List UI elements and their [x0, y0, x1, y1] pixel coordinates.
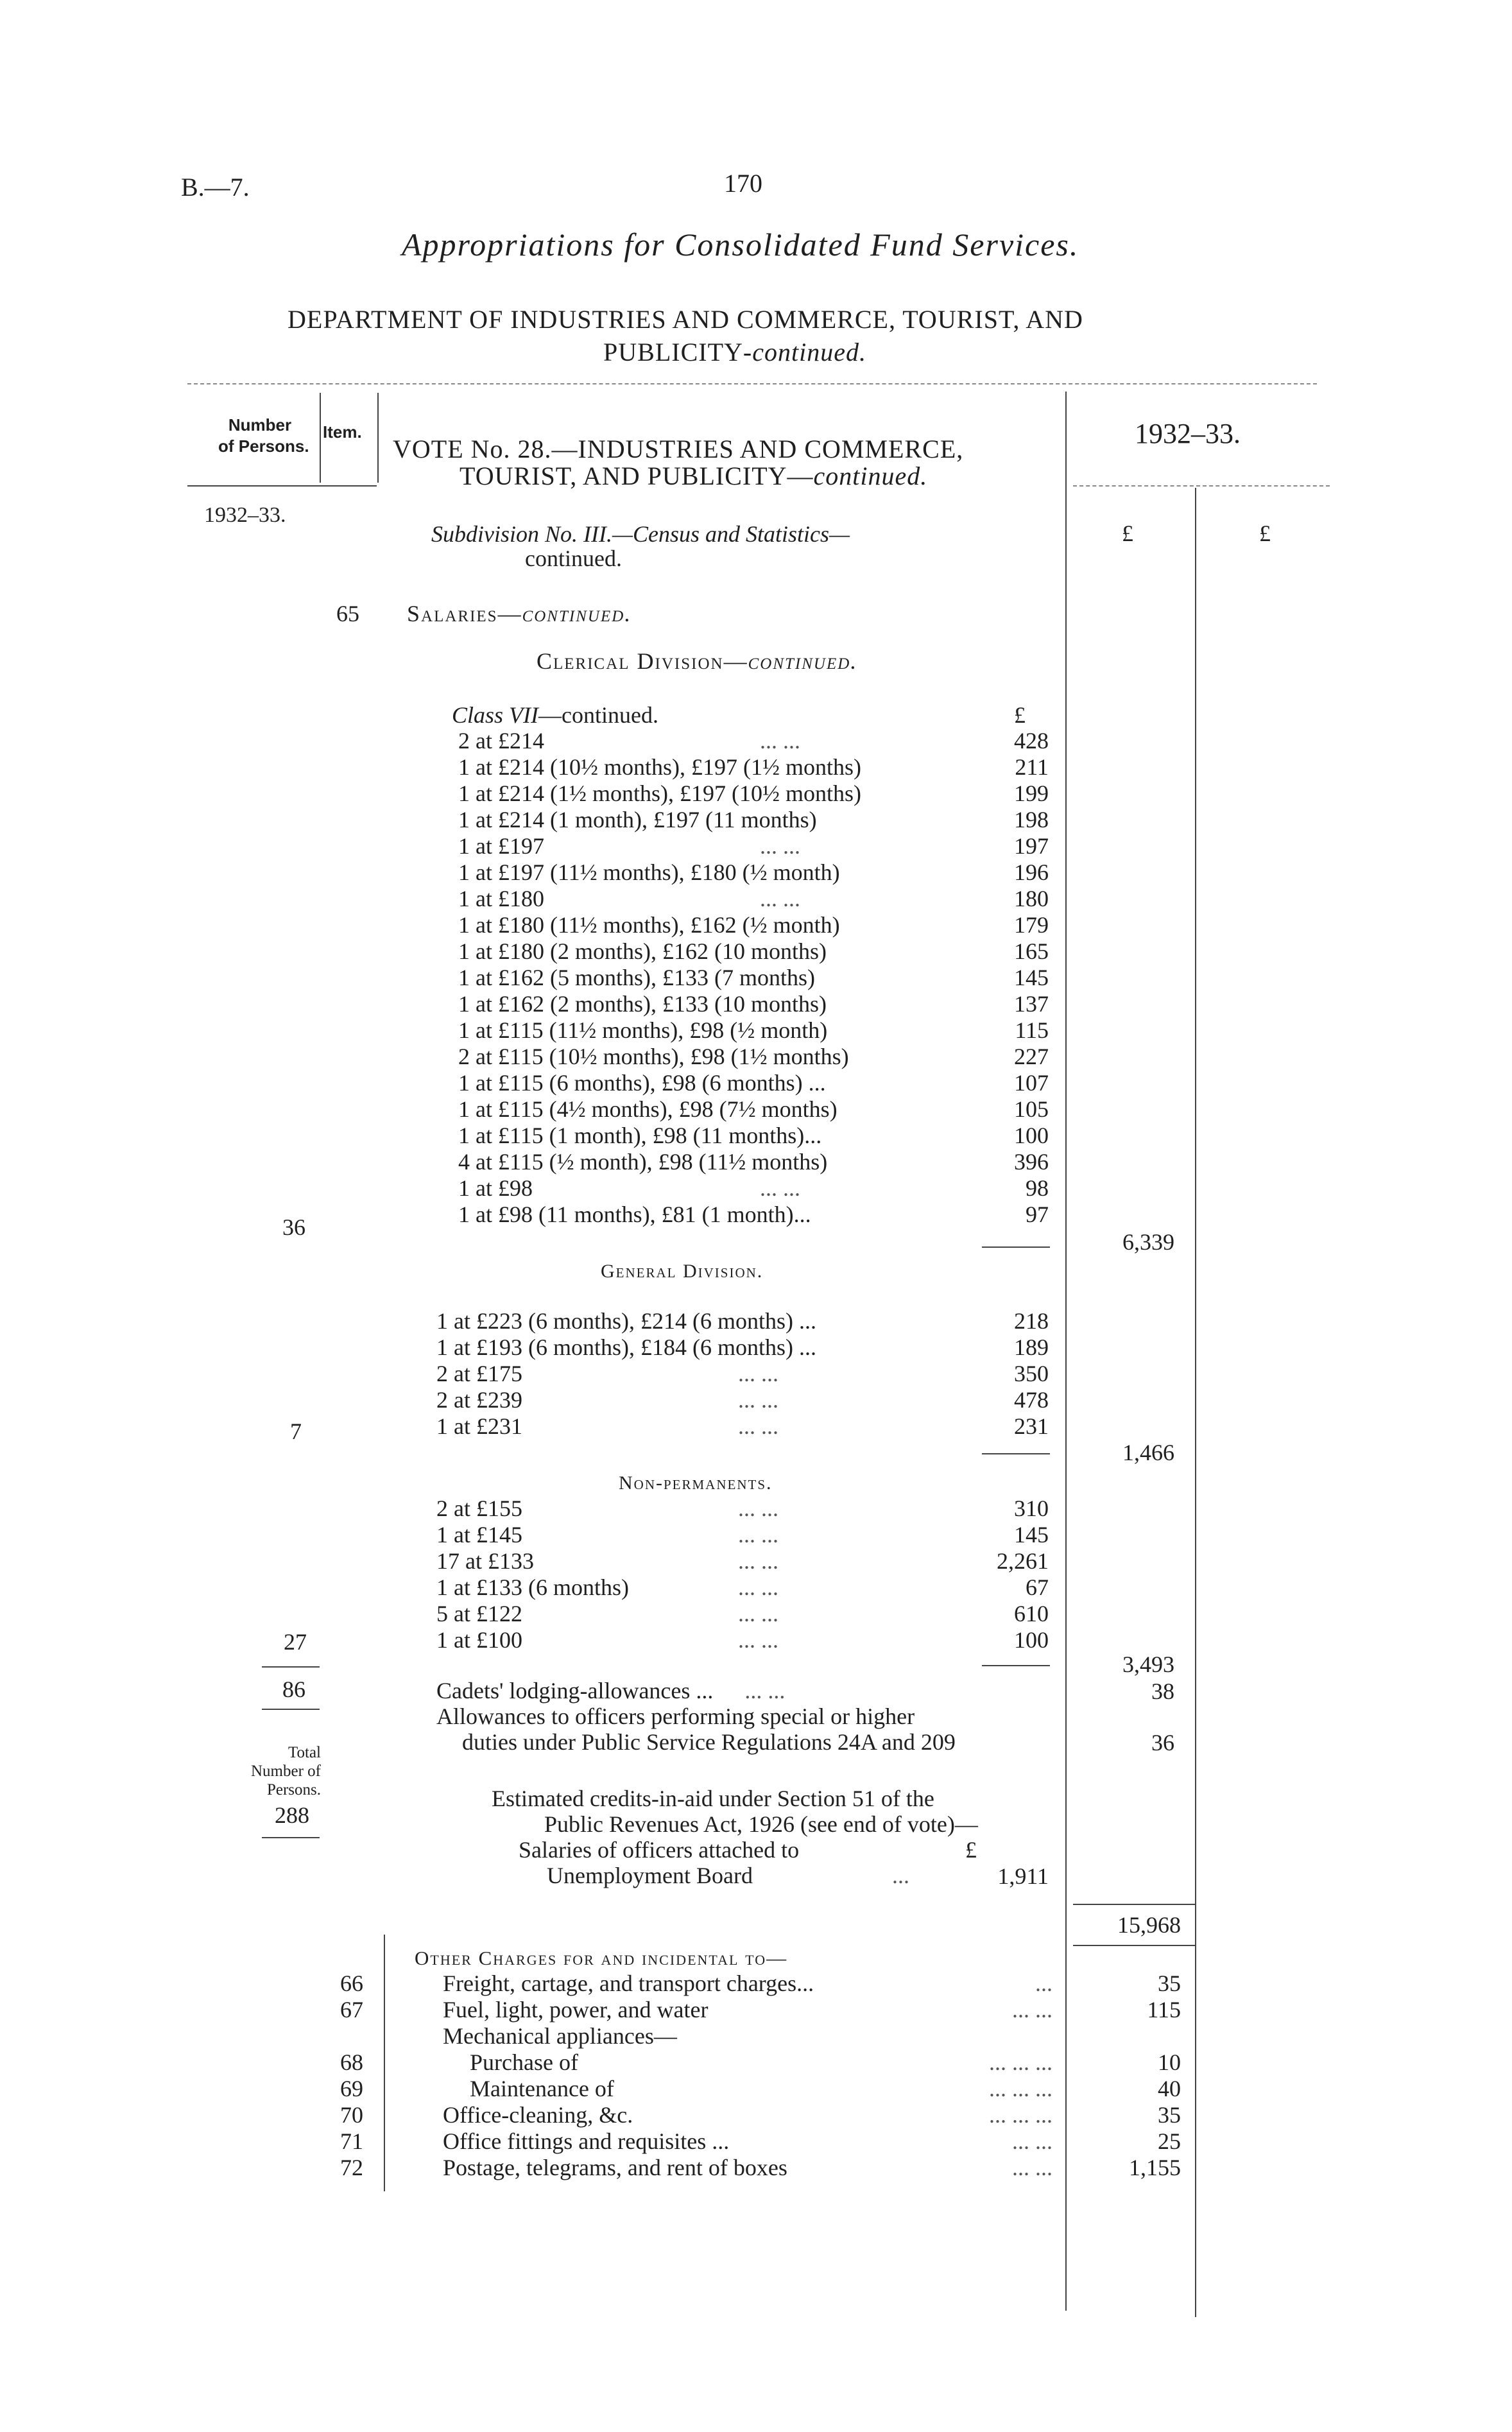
- clerical-row-text: 1 at £180 (11½ months), £162 (½ month): [458, 912, 840, 938]
- general-row: [436, 1387, 1049, 1413]
- salaries-total: 15,968: [1117, 1912, 1181, 1938]
- general-row-amount: 350: [1014, 1361, 1049, 1386]
- clerical-row-text: 4 at £115 (½ month), £98 (11½ months): [458, 1149, 828, 1175]
- item-header: Item.: [323, 422, 362, 442]
- credits-pound: £: [965, 1837, 977, 1863]
- clerical-row: [458, 965, 1049, 991]
- other-charges-heading: Other Charges for and incidental to—: [415, 1947, 788, 1969]
- clerical-row-text: 1 at £180: [458, 886, 544, 911]
- general-total: 1,466: [1122, 1440, 1174, 1465]
- other-charge-dots: ... ...: [1012, 2155, 1052, 2180]
- clerical-row: [458, 991, 1049, 1017]
- allowances-line1: Allowances to officers performing special or higher: [436, 1703, 915, 1729]
- persons-header-rule: [187, 485, 377, 487]
- nonperm-sum-rule: [982, 1665, 1050, 1666]
- clerical-row-amount: 197: [1014, 833, 1049, 859]
- general-row-amount: 189: [1014, 1334, 1049, 1360]
- nonperm-row-amount: 100: [1014, 1627, 1049, 1653]
- year-header-rule: [1073, 485, 1330, 487]
- other-charge-row: [321, 1971, 1181, 1997]
- clerical-sum-rule: [982, 1246, 1050, 1248]
- nonperm-row-dots: ... ...: [738, 1574, 778, 1600]
- general-persons: 7: [290, 1419, 302, 1444]
- clerical-row-amount: 180: [1014, 886, 1049, 911]
- nonperm-row-text: 1 at £133 (6 months): [436, 1574, 629, 1600]
- other-charge-text: Office fittings and requisites ...: [443, 2128, 730, 2154]
- total-persons-label: [225, 1743, 321, 1799]
- other-charge-dots: ... ... ...: [989, 2102, 1052, 2128]
- clerical-row-text: 1 at £115 (4½ months), £98 (7½ months): [458, 1096, 838, 1122]
- nonperm-row: [436, 1548, 1049, 1574]
- department-name: PUBLICITY: [603, 338, 743, 367]
- clerical-row-text: 2 at £115 (10½ months), £98 (1½ months): [458, 1044, 849, 1069]
- vote-heading-continued: continued.: [813, 461, 928, 490]
- salaries-total-rule-bottom: [1073, 1945, 1195, 1946]
- credits-amount: 1,911: [997, 1863, 1049, 1889]
- clerical-continued: continued.: [748, 648, 858, 674]
- vote-heading-line1: VOTE No. 28.—INDUSTRIES AND COMMERCE,: [393, 435, 964, 463]
- persons-sum-rule: [262, 1666, 320, 1668]
- persons-header: [218, 415, 309, 457]
- clerical-row-amount: 428: [1014, 728, 1049, 754]
- general-row-dots: ... ...: [738, 1387, 778, 1413]
- other-charge-item: 68: [340, 2049, 363, 2075]
- clerical-row-dots: ... ...: [760, 1175, 800, 1201]
- total-persons-label-1: Total: [288, 1744, 321, 1761]
- class-vii-continued: —continued.: [538, 702, 658, 728]
- other-charge-row: [321, 2155, 1181, 2181]
- other-charge-dots: ... ...: [1012, 2128, 1052, 2154]
- general-row-text: 2 at £175: [436, 1361, 522, 1386]
- nonperm-rows: [436, 1496, 1049, 1653]
- subdivision-heading: [431, 521, 850, 548]
- other-charge-item: 67: [340, 1997, 363, 2022]
- clerical-row-amount: 179: [1014, 912, 1049, 938]
- clerical-row-text: 1 at £214 (1 month), £197 (11 months): [458, 807, 817, 832]
- nonperm-row-text: 1 at £100: [436, 1627, 522, 1653]
- clerical-row-text: 1 at £115 (6 months), £98 (6 months) ...: [458, 1070, 826, 1096]
- other-charge-item: 69: [340, 2076, 363, 2101]
- clerical-row-amount: 105: [1014, 1096, 1049, 1122]
- clerical-row-amount: 196: [1014, 859, 1049, 885]
- cadets-amount: 38: [1151, 1678, 1174, 1704]
- other-charge-item: 66: [340, 1971, 363, 1996]
- credits-line3: Salaries of officers attached to: [519, 1837, 800, 1863]
- pound-sign-col1: £: [1122, 521, 1133, 546]
- clerical-rows: [458, 728, 1049, 1228]
- other-charge-text: Freight, cartage, and transport charges...: [443, 1971, 814, 1996]
- nonperm-row-dots: ... ...: [738, 1548, 778, 1574]
- clerical-row-dots: ... ...: [760, 833, 800, 859]
- clerical-row-amount: 98: [1026, 1175, 1049, 1201]
- nonperm-row-amount: 145: [1014, 1522, 1049, 1548]
- other-charge-amount: 1,155: [1129, 2155, 1181, 2180]
- other-charge-text: Mechanical appliances—: [443, 2023, 677, 2049]
- clerical-row: [458, 1149, 1049, 1175]
- persons-header-line1: Number: [228, 415, 292, 435]
- clerical-label: Clerical Division—: [537, 648, 748, 674]
- clerical-row: [458, 912, 1049, 938]
- clerical-row: [458, 1123, 1049, 1149]
- general-row-text: 1 at £223 (6 months), £214 (6 months) ...: [436, 1308, 816, 1334]
- nonperm-row: [436, 1627, 1049, 1653]
- persons-year: 1932–33.: [204, 503, 286, 527]
- other-charge-text: Maintenance of: [470, 2076, 614, 2101]
- other-charge-amount: 25: [1158, 2128, 1181, 2154]
- allowances-line2: duties under Public Service Regulations 24A and 209: [462, 1729, 956, 1755]
- clerical-row-text: 2 at £214: [458, 728, 544, 754]
- clerical-row: [458, 754, 1049, 780]
- class-vii-label: Class VII: [452, 702, 538, 728]
- nonperm-row-amount: 67: [1026, 1574, 1049, 1600]
- clerical-row-dots: ... ...: [760, 886, 800, 911]
- nonperm-row-amount: 2,261: [997, 1548, 1049, 1574]
- page-reference: B.—7.: [181, 173, 250, 202]
- vote-heading-name: TOURIST, AND PUBLICITY—: [460, 461, 814, 490]
- clerical-row: [458, 1202, 1049, 1228]
- clerical-row-text: 1 at £180 (2 months), £162 (10 months): [458, 938, 827, 964]
- clerical-row-text: 1 at £98 (11 months), £81 (1 month)...: [458, 1202, 811, 1227]
- allowances-amount: 36: [1151, 1730, 1174, 1755]
- clerical-row-amount: 100: [1014, 1123, 1049, 1148]
- persons-sum: 86: [282, 1677, 305, 1702]
- clerical-row: [458, 1175, 1049, 1202]
- clerical-row-amount: 145: [1014, 965, 1049, 990]
- clerical-row-dots: ... ...: [760, 728, 800, 754]
- other-charge-text: Purchase of: [470, 2049, 578, 2075]
- cadets-dots: ... ...: [744, 1678, 786, 1703]
- nonperm-heading: Non-permanents.: [619, 1472, 773, 1494]
- total-persons-label-2: Number of: [251, 1763, 321, 1780]
- nonperm-row-dots: ... ...: [738, 1496, 778, 1521]
- nonperm-row-text: 17 at £133: [436, 1548, 534, 1574]
- other-charge-amount: 40: [1158, 2076, 1181, 2101]
- other-charge-dots: ... ... ...: [989, 2076, 1052, 2101]
- department-line-2: [603, 337, 866, 367]
- general-heading: General Division.: [601, 1261, 764, 1282]
- nonperm-persons: 27: [284, 1629, 307, 1655]
- other-charge-row: [321, 2023, 1181, 2049]
- persons-header-line2: of Persons.: [218, 436, 309, 456]
- class-vii-heading: [452, 702, 658, 729]
- nonperm-row-dots: ... ...: [738, 1627, 778, 1653]
- clerical-row-amount: 137: [1014, 991, 1049, 1017]
- clerical-row-text: 1 at £197 (11½ months), £180 (½ month): [458, 859, 840, 885]
- clerical-row: [458, 833, 1049, 859]
- other-charges-rows: [321, 1971, 1181, 2181]
- clerical-row-text: 1 at £162 (5 months), £133 (7 months): [458, 965, 815, 990]
- general-sum-rule: [982, 1453, 1050, 1454]
- item-column-rule-right: [377, 393, 379, 483]
- clerical-row: [458, 1044, 1049, 1070]
- other-charge-item: 72: [340, 2155, 363, 2180]
- nonperm-row: [436, 1496, 1049, 1522]
- clerical-row-amount: 165: [1014, 938, 1049, 964]
- other-charge-amount: 35: [1158, 2102, 1181, 2128]
- general-row-dots: ... ...: [738, 1413, 778, 1439]
- clerical-row: [458, 1017, 1049, 1044]
- subdivision-title: Subdivision No. III.—Census and Statistics—: [431, 521, 850, 547]
- clerical-row: [458, 807, 1049, 833]
- cadets-line: [436, 1678, 785, 1704]
- clerical-row: [458, 1096, 1049, 1123]
- clerical-total: 6,339: [1122, 1229, 1174, 1255]
- nonperm-row-text: 1 at £145: [436, 1522, 522, 1548]
- other-charge-row: [321, 2076, 1181, 2102]
- other-charge-amount: 35: [1158, 1971, 1181, 1996]
- class-vii-pound: £: [1014, 702, 1026, 728]
- total-persons-rule: [262, 1837, 320, 1838]
- year-header: 1932–33.: [1135, 418, 1241, 449]
- clerical-row-text: 1 at £115 (11½ months), £98 (½ month): [458, 1017, 828, 1043]
- nonperm-total: 3,493: [1122, 1652, 1174, 1677]
- nonperm-row-text: 2 at £155: [436, 1496, 522, 1521]
- salaries-total-rule-top: [1073, 1904, 1195, 1905]
- clerical-persons: 36: [282, 1214, 305, 1240]
- general-row: [436, 1361, 1049, 1387]
- nonperm-row-amount: 610: [1014, 1601, 1049, 1626]
- other-charge-row: [321, 1997, 1181, 2023]
- total-persons-label-3: Persons.: [266, 1781, 321, 1798]
- persons-sum-rule-lower: [262, 1709, 320, 1710]
- nonperm-row-amount: 310: [1014, 1496, 1049, 1521]
- other-charge-text: Postage, telegrams, and rent of boxes: [443, 2155, 787, 2180]
- credits-line1: Estimated credits-in-aid under Section 51 of the: [492, 1786, 934, 1811]
- clerical-row: [458, 938, 1049, 965]
- other-charge-row: [321, 2128, 1181, 2155]
- clerical-row-amount: 396: [1014, 1149, 1049, 1175]
- clerical-row-text: 1 at £214 (1½ months), £197 (10½ months): [458, 780, 861, 806]
- other-charge-dots: ...: [1035, 1971, 1052, 1996]
- pound-sign-col2: £: [1259, 521, 1271, 546]
- department-continued: -continued.: [743, 338, 866, 367]
- other-charge-amount: 115: [1147, 1997, 1181, 2022]
- other-charge-item: 70: [340, 2102, 363, 2128]
- nonperm-row: [436, 1522, 1049, 1548]
- clerical-row-amount: 227: [1014, 1044, 1049, 1069]
- credits-dots: ...: [892, 1863, 909, 1888]
- general-row-text: 1 at £231: [436, 1413, 522, 1439]
- clerical-row-text: 1 at £115 (1 month), £98 (11 months)...: [458, 1123, 822, 1148]
- department-line-1: DEPARTMENT OF INDUSTRIES AND COMMERCE, TOURIST, AND: [288, 305, 1083, 334]
- clerical-row: [458, 859, 1049, 886]
- clerical-heading: [537, 648, 857, 675]
- general-row: [436, 1308, 1049, 1334]
- clerical-row-amount: 211: [1015, 754, 1049, 780]
- item-column-rule: [320, 393, 321, 483]
- other-charge-item: 71: [340, 2128, 363, 2154]
- clerical-row-text: 1 at £214 (10½ months), £197 (1½ months): [458, 754, 861, 780]
- other-charge-row: [321, 2102, 1181, 2128]
- clerical-row-amount: 198: [1014, 807, 1049, 832]
- nonperm-row: [436, 1601, 1049, 1627]
- clerical-row: [458, 728, 1049, 754]
- page-title: Appropriations for Consolidated Fund Services.: [402, 227, 1079, 263]
- nonperm-row: [436, 1574, 1049, 1601]
- clerical-row-amount: 97: [1026, 1202, 1049, 1227]
- other-charge-dots: ... ...: [1012, 1997, 1052, 2022]
- subdivision-continued: continued.: [525, 546, 622, 571]
- general-row-dots: ... ...: [738, 1361, 778, 1386]
- clerical-row-text: 1 at £197: [458, 833, 544, 859]
- salaries-label: Salaries—: [407, 601, 522, 626]
- clerical-row-text: 1 at £162 (2 months), £133 (10 months): [458, 991, 827, 1017]
- nonperm-row-dots: ... ...: [738, 1601, 778, 1626]
- general-row-amount: 478: [1014, 1387, 1049, 1413]
- subtotal-column-rule: [1195, 488, 1196, 2317]
- item-number-65: 65: [336, 601, 359, 626]
- vote-heading-line2: [460, 461, 927, 491]
- general-row-amount: 231: [1014, 1413, 1049, 1439]
- clerical-row: [458, 1070, 1049, 1096]
- clerical-row: [458, 886, 1049, 912]
- header-top-rule: [187, 383, 1317, 384]
- other-charge-text: Fuel, light, power, and water: [443, 1997, 709, 2022]
- nonperm-row-dots: ... ...: [738, 1522, 778, 1548]
- general-row-text: 1 at £193 (6 months), £184 (6 months) ...: [436, 1334, 816, 1360]
- general-row-text: 2 at £239: [436, 1387, 522, 1413]
- clerical-row-amount: 199: [1014, 780, 1049, 806]
- salaries-continued: continued.: [522, 601, 632, 626]
- general-row: [436, 1334, 1049, 1361]
- cadets-text: Cadets' lodging-allowances ...: [436, 1678, 714, 1703]
- clerical-row-amount: 115: [1015, 1017, 1049, 1043]
- salaries-heading: [407, 601, 631, 627]
- clerical-row-amount: 107: [1014, 1070, 1049, 1096]
- other-charge-amount: 10: [1158, 2049, 1181, 2075]
- page-number: 170: [724, 169, 762, 198]
- other-charge-dots: ... ... ...: [989, 2049, 1052, 2075]
- other-charge-text: Office-cleaning, &c.: [443, 2102, 633, 2128]
- nonperm-row-text: 5 at £122: [436, 1601, 522, 1626]
- clerical-row-text: 1 at £98: [458, 1175, 533, 1201]
- credits-line2: Public Revenues Act, 1926 (see end of vote)—: [544, 1811, 978, 1837]
- other-charge-row: [321, 2049, 1181, 2076]
- general-row-amount: 218: [1014, 1308, 1049, 1334]
- credits-line4: Unemployment Board: [547, 1863, 753, 1888]
- total-persons-value: 288: [275, 1802, 309, 1828]
- general-row: [436, 1413, 1049, 1440]
- general-rows: [436, 1308, 1049, 1440]
- clerical-row: [458, 780, 1049, 807]
